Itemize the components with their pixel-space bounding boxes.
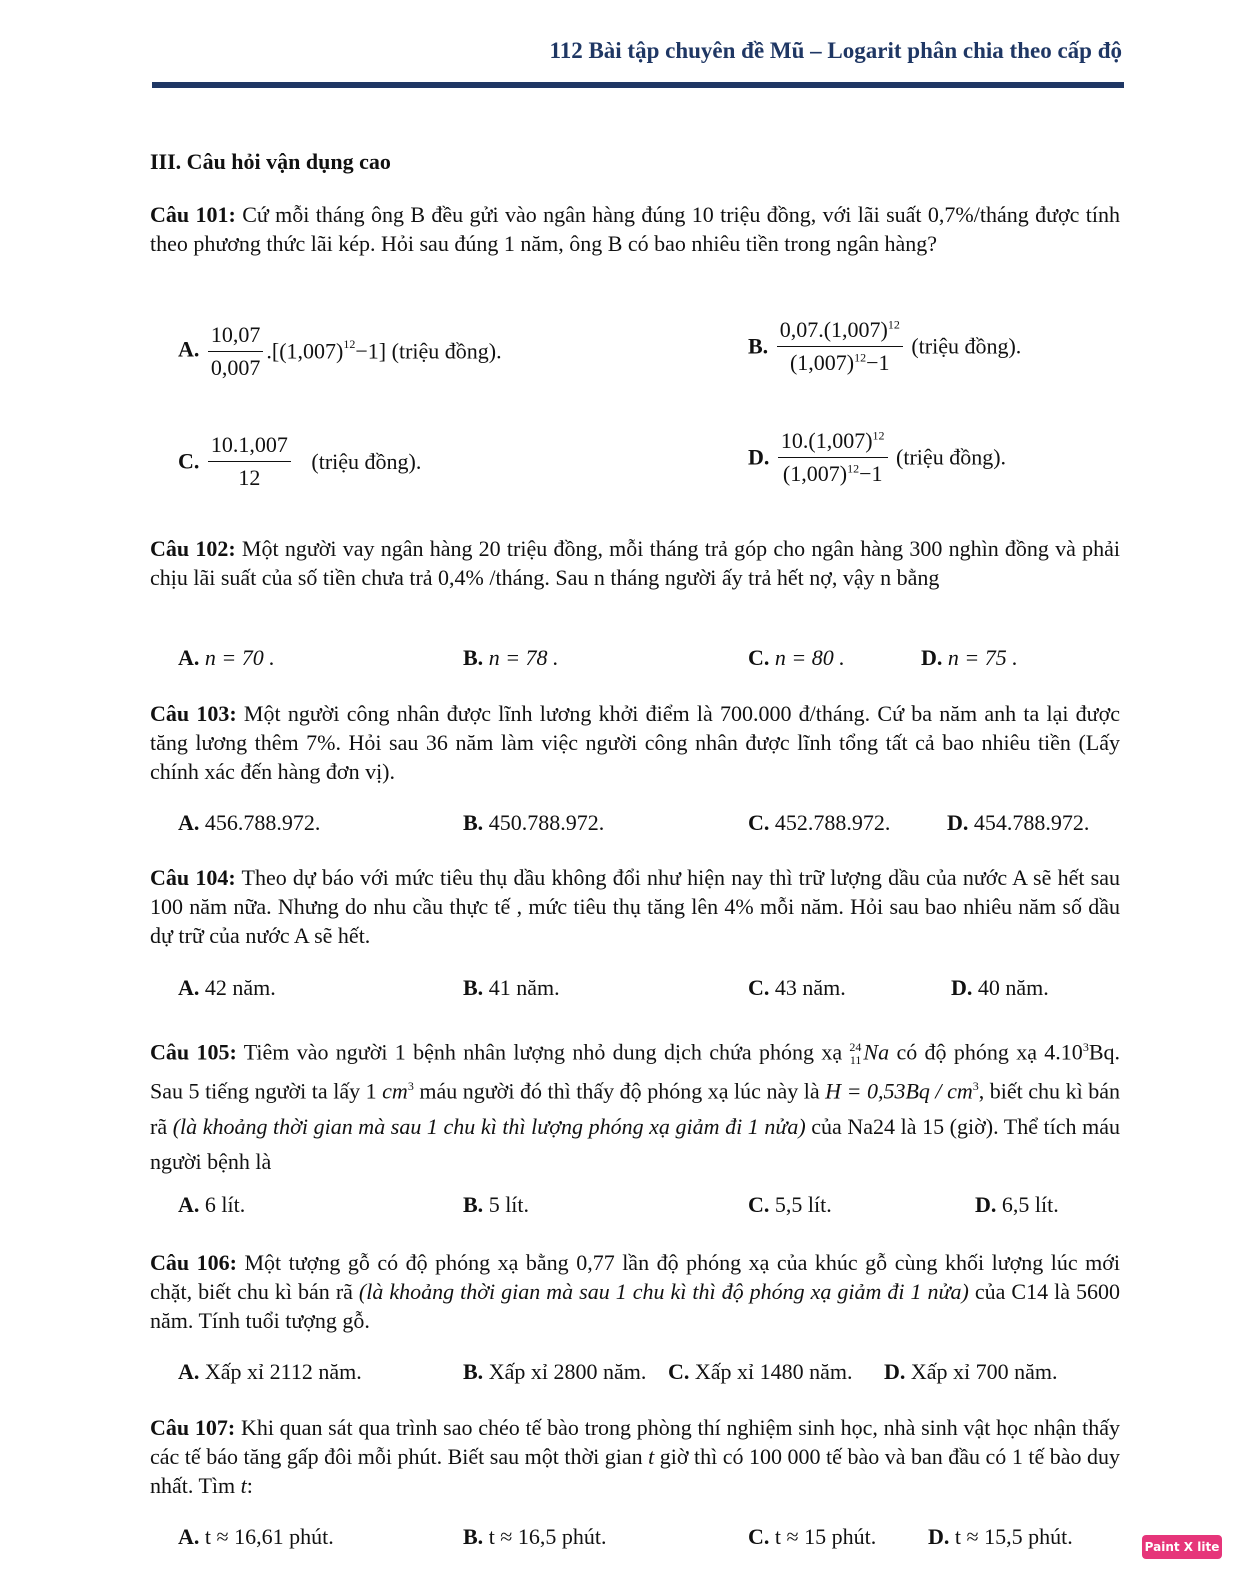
q102-option-d <box>921 645 1018 671</box>
option-text: Xấp xỉ 2112 năm. <box>204 1359 362 1384</box>
exponent: 3 <box>972 1079 979 1094</box>
exponent: 12 <box>343 337 356 352</box>
option-unit: (triệu đồng). <box>391 338 502 364</box>
denominator-tail: −1 <box>866 350 890 375</box>
option-label: D. <box>947 810 969 835</box>
question-text: Khi quan sát qua trình sao chéo tế bào trong phòng thí nghiệm sinh học, nhà sinh vật học nhận thấy các tế báo tăng gấp đôi mỗi phút. Biết sau một thời gian <box>150 1415 1121 1469</box>
question-104 <box>150 863 1120 950</box>
q104-option-b <box>463 975 560 1001</box>
question-note: (là khoảng thời gian mà sau 1 chu kì thì lượng phóng xạ giảm đi 1 nửa) <box>172 1113 806 1139</box>
option-label: A. <box>178 1192 200 1217</box>
question-label: Câu 103: <box>150 701 237 726</box>
option-label: B. <box>463 1359 484 1384</box>
option-label: D. <box>975 1192 997 1217</box>
fraction-numerator: 10,07 <box>208 322 264 352</box>
question-107 <box>150 1413 1120 1500</box>
option-text: t ≈ 16,61 phút. <box>204 1524 334 1549</box>
option-text: Xấp xỉ 2800 năm. <box>488 1359 647 1384</box>
mass-number: 24 <box>849 1040 862 1055</box>
option-label: D. <box>951 975 973 1000</box>
option-text: t ≈ 15,5 phút. <box>954 1524 1073 1549</box>
q101-option-a: A. $\frac{10,07}{0,007}$ $.[(1,007)^{12}-1]$ (triệu đồng). <box>178 322 502 380</box>
option-text: t ≈ 15 phút. <box>774 1524 877 1549</box>
question-text: giờ thì có 100 000 tế bào và ban đầu có 1 tế bào duy nhất. Tìm <box>150 1444 1120 1498</box>
question-text: Bq. Sau 5 tiếng người ta lấy 1 <box>150 1039 1120 1104</box>
question-text: Cứ mỗi tháng ông B đều gửi vào ngân hàng đúng 10 triệu đồng, với lãi suất 0,7%/tháng được tính theo phương thức lãi kép. Hỏi sau đúng 1 năm, ông B có bao nhiêu tiền trong ngân hàng? <box>150 202 1121 256</box>
option-label: A. <box>178 1524 200 1549</box>
element-symbol: Na <box>863 1039 890 1065</box>
paint-x-lite-badge[interactable]: Paint X lite <box>1142 1535 1222 1559</box>
option-text: Xấp xỉ 1480 năm. <box>694 1359 853 1384</box>
option-label: A. <box>178 645 200 670</box>
option-text: Xấp xỉ 700 năm. <box>910 1359 1058 1384</box>
q102-option-a <box>178 645 275 671</box>
option-label: C. <box>178 448 200 474</box>
question-text: Tiêm vào người 1 bệnh nhân lượng nhỏ dung dịch chứa phóng xạ <box>243 1039 850 1065</box>
option-text: 6,5 lít. <box>1001 1192 1059 1217</box>
fraction-denominator <box>777 347 903 376</box>
option-text: t ≈ 16,5 phút. <box>488 1524 607 1549</box>
question-label: Câu 106: <box>150 1250 237 1275</box>
exponent: 12 <box>872 428 885 443</box>
question-text: : <box>246 1473 253 1498</box>
q107-option-d <box>928 1524 1073 1550</box>
question-text: máu người đó thì thấy độ phóng xạ lúc này là <box>413 1078 826 1104</box>
option-label: C. <box>748 810 770 835</box>
formula: H = 0,53Bq / cm <box>825 1078 973 1104</box>
option-label: C. <box>668 1359 690 1384</box>
q107-option-a <box>178 1524 334 1550</box>
fraction-numerator <box>777 317 903 347</box>
option-expression-tail: −1 <box>355 338 379 364</box>
question-label: Câu 101: <box>150 202 236 227</box>
fraction-numerator: 10.1,007 <box>208 432 291 462</box>
question-102 <box>150 534 1120 592</box>
q103-option-a <box>178 810 320 836</box>
q101-option-b <box>748 317 1021 376</box>
denominator-base: (1,007) <box>782 461 848 486</box>
option-text: 42 năm. <box>204 975 276 1000</box>
option-label: C. <box>748 1524 770 1549</box>
option-label: B. <box>748 333 769 359</box>
option-text: 450.788.972. <box>488 810 605 835</box>
question-text: Một người vay ngân hàng 20 triệu đồng, mỗi tháng trả góp cho ngân hàng 300 nghìn đồng và phải chịu lãi suất của số tiền chưa trả 0,4% /tháng. Sau n tháng người ấy trả hết nợ, vậy n bằng <box>150 536 1121 590</box>
section-title: III. Câu hỏi vận dụng cao <box>150 149 391 174</box>
fraction <box>777 317 903 376</box>
question-text: có độ phóng xạ 4.10 <box>889 1039 1083 1065</box>
fraction <box>208 322 264 381</box>
q105-option-a <box>178 1192 245 1218</box>
option-text: 456.788.972. <box>204 810 321 835</box>
q101-option-c <box>178 432 421 491</box>
q102-option-c <box>748 645 845 671</box>
variable: t <box>240 1473 247 1498</box>
option-label: A. <box>178 336 200 362</box>
option-text: 6 lít. <box>204 1192 246 1217</box>
option-label: A. <box>178 975 200 1000</box>
question-label: Câu 104: <box>150 865 236 890</box>
question-label: Câu 107: <box>150 1415 236 1440</box>
question-text: của C14 là 5600 năm. Tính tuổi tượng gỗ. <box>150 1279 1120 1333</box>
nuclide-notation <box>849 1041 861 1067</box>
q105-option-d <box>975 1192 1059 1218</box>
exponent: 3 <box>407 1079 414 1094</box>
q106-option-b <box>463 1359 646 1385</box>
question-text: Theo dự báo với mức tiêu thụ dầu không đổi như hiện nay thì trữ lượng dầu của nước A sẽ hết sau 100 năm nữa. Nhưng do nhu cầu thực tế , mức tiêu thụ tăng lên 4% mỗi năm. Hỏi sau bao nhiêu năm số dầu dự trữ của nước A sẽ hết. <box>150 865 1120 948</box>
exponent: 3 <box>1082 1040 1089 1054</box>
option-unit: (triệu đồng). <box>311 448 422 474</box>
option-label: A. <box>178 810 200 835</box>
denominator-base: (1,007) <box>789 350 855 375</box>
q103-option-c <box>748 810 890 836</box>
option-text: 41 năm. <box>488 975 560 1000</box>
q103-option-b <box>463 810 604 836</box>
header-rule <box>152 82 1124 88</box>
q102-option-b <box>463 645 559 671</box>
option-label: D. <box>928 1524 950 1549</box>
atomic-number: 11 <box>849 1053 862 1068</box>
option-text: 5 lít. <box>488 1192 530 1217</box>
fraction <box>208 432 291 491</box>
option-text: n = 70 . <box>204 645 275 670</box>
option-label: C. <box>748 645 770 670</box>
q107-option-b <box>463 1524 607 1550</box>
q107-option-c <box>748 1524 876 1550</box>
fraction-denominator <box>778 458 888 487</box>
q103-option-d <box>947 810 1089 836</box>
q105-option-c <box>748 1192 832 1218</box>
option-expression: (1,007) <box>279 338 344 364</box>
numerator-base: 0,07.(1,007) <box>779 317 888 342</box>
numerator-base: 10.(1,007) <box>780 428 873 453</box>
question-text: Một tượng gỗ có độ phóng xạ bằng 0,77 lần độ phóng xạ của khúc gỗ cùng khối lượng lúc mới chặt, biết chu kì bán rã <box>150 1250 1121 1304</box>
question-note: (là khoảng thời gian mà sau 1 chu kì thì độ phóng xạ giảm đi 1 nửa) <box>358 1279 969 1304</box>
option-text: n = 75 . <box>947 645 1018 670</box>
question-105 <box>150 1030 1120 1179</box>
question-text: , biết chu kì bán rã <box>150 1078 1120 1139</box>
fraction-denominator: 12 <box>238 465 261 490</box>
option-label: D. <box>921 645 943 670</box>
option-unit: (triệu đồng). <box>911 333 1022 359</box>
option-label: C. <box>748 1192 770 1217</box>
q106-option-d <box>884 1359 1058 1385</box>
exponent: 12 <box>887 317 900 332</box>
option-label: C. <box>748 975 770 1000</box>
q101-option-d <box>748 428 1006 487</box>
option-label: B. <box>463 645 484 670</box>
option-text: n = 80 . <box>774 645 845 670</box>
option-text: 5,5 lít. <box>774 1192 832 1217</box>
question-103 <box>150 699 1120 786</box>
header-title: 112 Bài tập chuyên đề Mũ – Logarit phân chia theo cấp độ <box>549 38 1122 63</box>
question-text: của Na24 là 15 (giờ). Thể tích máu người bệnh là <box>150 1113 1121 1174</box>
option-text: 454.788.972. <box>973 810 1090 835</box>
option-text: n = 78 . <box>488 645 559 670</box>
option-label: A. <box>178 1359 200 1384</box>
fraction-denominator: 0,007 <box>210 355 261 380</box>
q104-option-c <box>748 975 846 1001</box>
q105-option-b <box>463 1192 529 1218</box>
question-101 <box>150 200 1120 258</box>
variable: t <box>648 1444 655 1469</box>
q104-option-a <box>178 975 276 1001</box>
fraction-numerator <box>778 428 888 458</box>
question-label: Câu 105: <box>150 1039 237 1065</box>
question-text: Một người công nhân được lĩnh lương khởi điểm là 700.000 đ/tháng. Cứ ba năm anh ta lại được tăng lương thêm 7%. Hỏi sau 36 năm làm việc người công nhân được lĩnh tổng tất cả bao nhiêu tiền (Lấy chính xác đến hàng đơn vị). <box>150 701 1120 784</box>
option-text: 43 năm. <box>774 975 846 1000</box>
option-label: D. <box>884 1359 906 1384</box>
option-label: B. <box>463 810 484 835</box>
fraction <box>778 428 888 487</box>
unit-cm: cm <box>382 1078 408 1104</box>
question-label: Câu 102: <box>150 536 236 561</box>
q106-option-a <box>178 1359 362 1385</box>
option-unit: (triệu đồng). <box>896 444 1007 470</box>
q106-option-c <box>668 1359 853 1385</box>
option-label: B. <box>463 1192 484 1217</box>
option-label: D. <box>748 444 770 470</box>
option-text: 40 năm. <box>977 975 1049 1000</box>
option-text: 452.788.972. <box>774 810 891 835</box>
option-label: B. <box>463 975 484 1000</box>
exponent: 12 <box>854 350 867 365</box>
denominator-tail: −1 <box>859 461 883 486</box>
q104-option-d <box>951 975 1049 1001</box>
option-label: B. <box>463 1524 484 1549</box>
question-106 <box>150 1248 1120 1335</box>
exponent: 12 <box>847 461 860 476</box>
